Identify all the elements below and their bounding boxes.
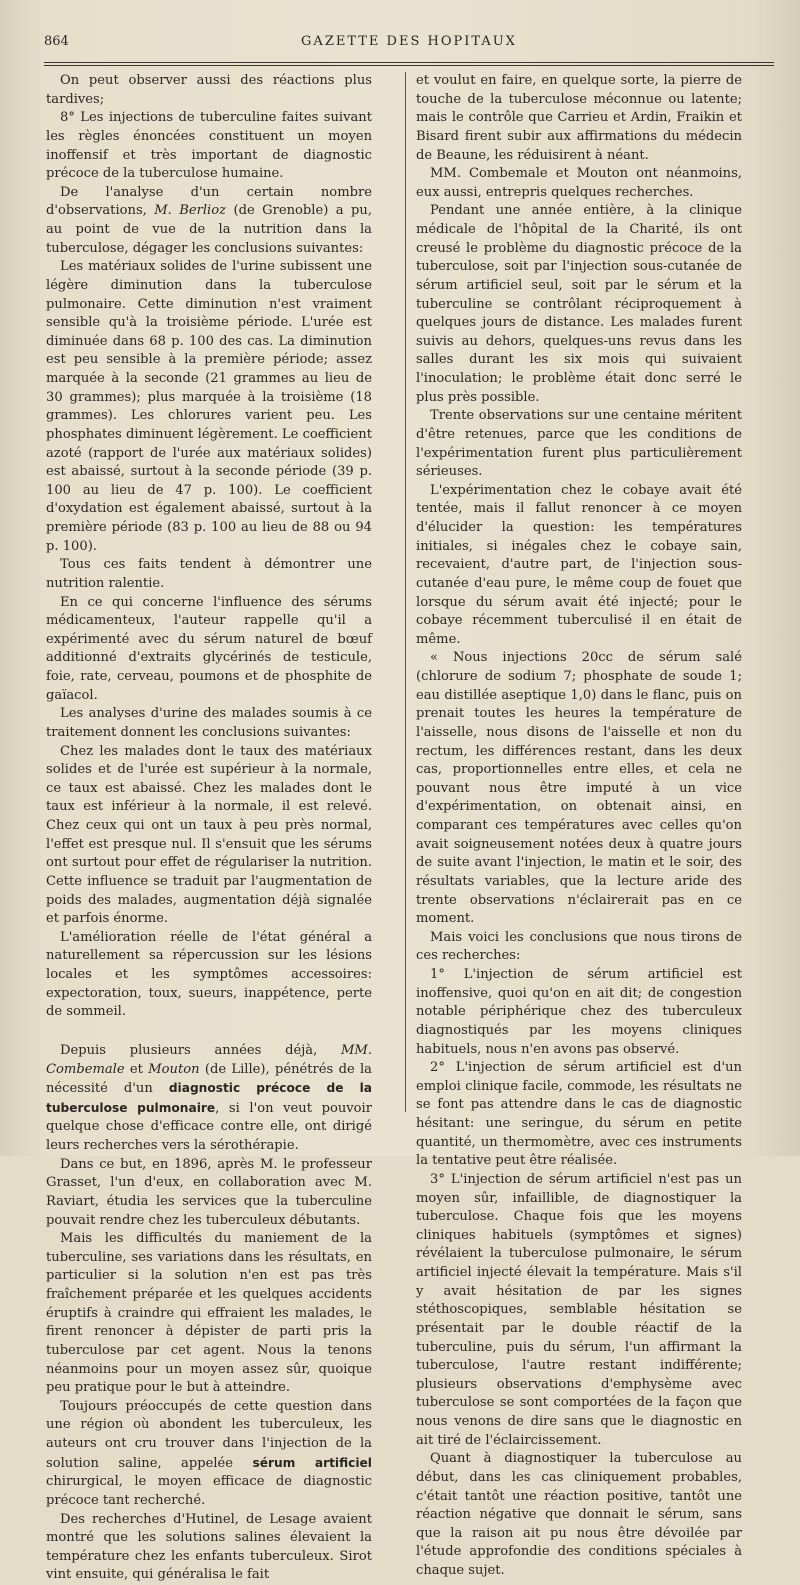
intro-pre: Depuis plusieurs années déjà, [60,1043,341,1058]
paragraph: On peut observer aussi des réactions plus tardives; [46,72,372,109]
paragraph: 1° L'injection de sérum artificiel est inoffensive, quoi qu'on en ait dit; de congestion notable périphérique chez des tuberculeux diagnostiqués par les moyens cliniques habituels, nous n'en avons pas observé. [416,966,742,1059]
paragraph: Chez les malades dont le taux des matériaux solides et de l'urée est supérieur à la normale, ce taux est abaissé. Chez les malades dont le taux est inférieur à la normale, il est relevé. Chez ceux qui ont un taux à peu près normal, l'effet est presque nul. Il s'ensuit que les sérums ont surtout pour effet de régulariser la nutrition. Cette influence se traduit par l'augmentation de poids des malades, augmentation déjà signalée et parfois énorme. [46,743,372,929]
paragraph: L'expérimentation chez le cobaye avait été tentée, mais il fallut renoncer à ce moyen d'élucider la question: les températures initiales, si inégales chez le cobaye sain, recevaient, d'autre part, de l'injection sous-cutanée d'eau pure, le même coup de fouet que lorsque du sérum avait été injecté; pour le cobaye récemment tuberculisé il en était de même. [416,482,742,650]
page-number: 864 [44,34,69,49]
bold-serum: sérum artificiel [252,1456,372,1470]
header-rule-top [44,62,774,63]
paragraph: Mais les difficultés du maniement de la tuberculine, ses variations dans les résultats, en particulier si la solution n'en est pas très fraîchement préparée et les quelques accidents éruptifs à craindre qui effraient les malades, le firent renoncer à dépister de parti pris la tuberculose par cet agent. Nous la tenons néanmoins pour un moyen assez sûr, quoique peu pratique pour le but à atteindre. [46,1230,372,1398]
paragraph: Trente observations sur une centaine méritent d'être retenues, parce que les conditions de l'expérimentation furent plus particulièrement sérieuses. [416,407,742,482]
paragraph: Tous ces faits tendent à démontrer une nutrition ralentie. [46,556,372,593]
intro-post: , si l'on veut pouvoir quelque chose d'efficace contre elle, ont dirigé leurs recherches vers la sérothérapie. [46,1101,372,1153]
journal-title: GAZETTE DES HOPITAUX [44,34,774,49]
paragraph: 2° L'injection de sérum artificiel est d'un emploi clinique facile, commode, les résultats ne se font pas attendre dans le cas de diagnostic hésitant: une seringue, du sérum en petite quantité, un thermomètre, avec ces instruments la tentative peut être réalisée. [416,1059,742,1171]
paragraph: Pendant une année entière, à la clinique médicale de l'hôpital de la Charité, ils ont creusé le problème du diagnostic précoce de la tuberculose, soit par l'injection sous-cutanée de sérum artificiel seul, soit par le sérum et la tuberculine se contrôlant réciproquement à quelques jours de distance. Les malades furent suivis au dehors, quelques-uns revus dans les salles durant les six mois qui suivaient l'inoculation; le problème était donc serré le plus près possible. [416,202,742,407]
paragraph: Quant à diagnostiquer la tuberculose au début, dans les cas cliniquement probables, c'était tantôt une réaction positive, tantôt une réaction négative que donnait le sérum, sans que la raison ait pu nous être dévoilée par l'étude approfondie des conditions spéciales à chaque sujet. [416,1450,742,1580]
right-column [416,72,742,1581]
paragraph: Mais voici les conclusions que nous tirons de ces recherches: [416,929,742,966]
paragraph: Les analyses d'urine des malades soumis à ce traitement donnent les conclusions suivantes: [46,705,372,742]
intro-mid: (de Lille), pénétrés de la nécessité d'un [46,1062,372,1097]
author-mouton: Mouton [148,1062,199,1077]
bold-topic: diagnostic précoce de la tuberculose pulmonaire [46,1081,372,1115]
intro-paragraph [46,1042,372,1156]
serum-pre: Toujours préoccupés de cette question dans une région où abondent les tuberculeux, les auteurs ont cru trouver dans l'injection de la solution saline, appelée [46,1399,372,1471]
paragraph: Dans ce but, en 1896, après M. le professeur Grasset, l'un d'eux, en collaboration avec M. Raviart, étudia les services que la tuberculine pouvait rendre chez les tuberculeux débutants. [46,1156,372,1231]
serum-post: chirurgical, le moyen efficace de diagnostic précoce tant recherché. [46,1474,372,1508]
intro-et: et [125,1062,149,1077]
paragraph: Des recherches d'Hutinel, de Lesage avaient montré que les solutions salines élevaient la température chez les enfants tuberculeux. Sirot vint ensuite, qui généralisa le fait [46,1511,372,1585]
paragraph: L'amélioration réelle de l'état général a naturellement sa répercussion sur les lésions locales et les symptômes accessoires: expectoration, toux, sueurs, inappétence, perte de sommeil. [46,929,372,1022]
continuation-paragraph: et voulut en faire, en quelque sorte, la pierre de touche de la tuberculose méconnue ou latente; mais le contrôle que Carrieu et Ardin, Fraikin et Bisard firent subir aux affirmations du médecin de Beaune, les réduisirent à néant. [416,72,742,165]
serum-paragraph [46,1398,372,1511]
left-column [46,72,372,1585]
paragraph: Les matériaux solides de l'urine subissent une légère diminution dans la tuberculose pulmonaire. Cette diminution n'est vraiment sensible qu'à la troisième période. L'urée est diminuée dans 68 p. 100 des cas. La diminution est peu sensible à la première période; assez marquée à la seconde (21 grammes au lieu de 30 grammes); plus marquée à la troisième (18 grammes). Les chlorures varient peu. Les phosphates diminuent légèrement. Le coefficient azoté (rapport de l'urée aux matériaux solides) est abaissé, surtout à la seconde période (39 p. 100 au lieu de 47 p. 100). Le coefficient d'oxydation est également abaissé, surtout à la première période (83 p. 100 au lieu de 88 ou 94 p. 100). [46,258,372,556]
author-combemale: MM. Combemale [46,1043,372,1077]
section-gap [46,1022,372,1042]
paragraph: De l'analyse d'un certain nombre d'observations, M. Berlioz (de Grenoble) a pu, au point de vue de la nutrition dans la tuberculose, dégager les conclusions suivantes: [46,184,372,259]
paragraph: 3° L'injection de sérum artificiel n'est pas un moyen sûr, infaillible, de diagnostiquer la tuberculose. Chaque fois que les moyens cliniques habituels (symptômes et signes) révélaient la tuberculose pulmonaire, le sérum artificiel injecté élevait la température. Mais s'il y avait hésitation de par les signes stéthoscopiques, semblable hésitation se présentait par le double réactif de la tuberculine, puis du sérum, l'un affirmant la tuberculose, l'autre restant indifférente; plusieurs observations d'emphysème avec tuberculose se sont comportées de la façon que nous venons de dire sans que le diagnostic en ait tiré de l'éclaircissement. [416,1171,742,1450]
paragraph: En ce qui concerne l'influence des sérums médicamenteux, l'auteur rappelle qu'il a expérimenté avec du sérum naturel de bœuf additionné d'extraits glycérinés de testicule, foie, rate, cerveau, poumons et de phosphite de gaïacol. [46,594,372,706]
author-berlioz: M. Berlioz [154,203,226,218]
column-divider [405,72,406,1112]
page-header [44,34,774,54]
paragraph: « Nous injections 20cc de sérum salé (chlorure de sodium 7; phosphate de soude 1; eau distillée aseptique 1,0) dans le flanc, puis on prenait toutes les heures la température de l'aisselle, nous disons de l'aisselle et non du rectum, les différences restant, dans les deux cas, proportionnelles entre elles, et cela ne pouvant nous être imputé à un vice d'expérimentation, on obtenait ainsi, en comparant ces températures avec celles qu'on avait soigneusement notées deux à quatre jours de suite avant l'injection, le matin et le soir, des résultats variables, que la lecture aride des trente observations n'éclairerait pas en ce moment. [416,649,742,928]
paragraph: MM. Combemale et Mouton ont néanmoins, eux aussi, entrepris quelques recherches. [416,165,742,202]
header-rule-bottom [44,65,774,66]
paragraph: 8° Les injections de tuberculine faites suivant les règles énoncées constituent un moyen inoffensif et très important de diagnostic précoce de la tuberculose humaine. [46,109,372,184]
